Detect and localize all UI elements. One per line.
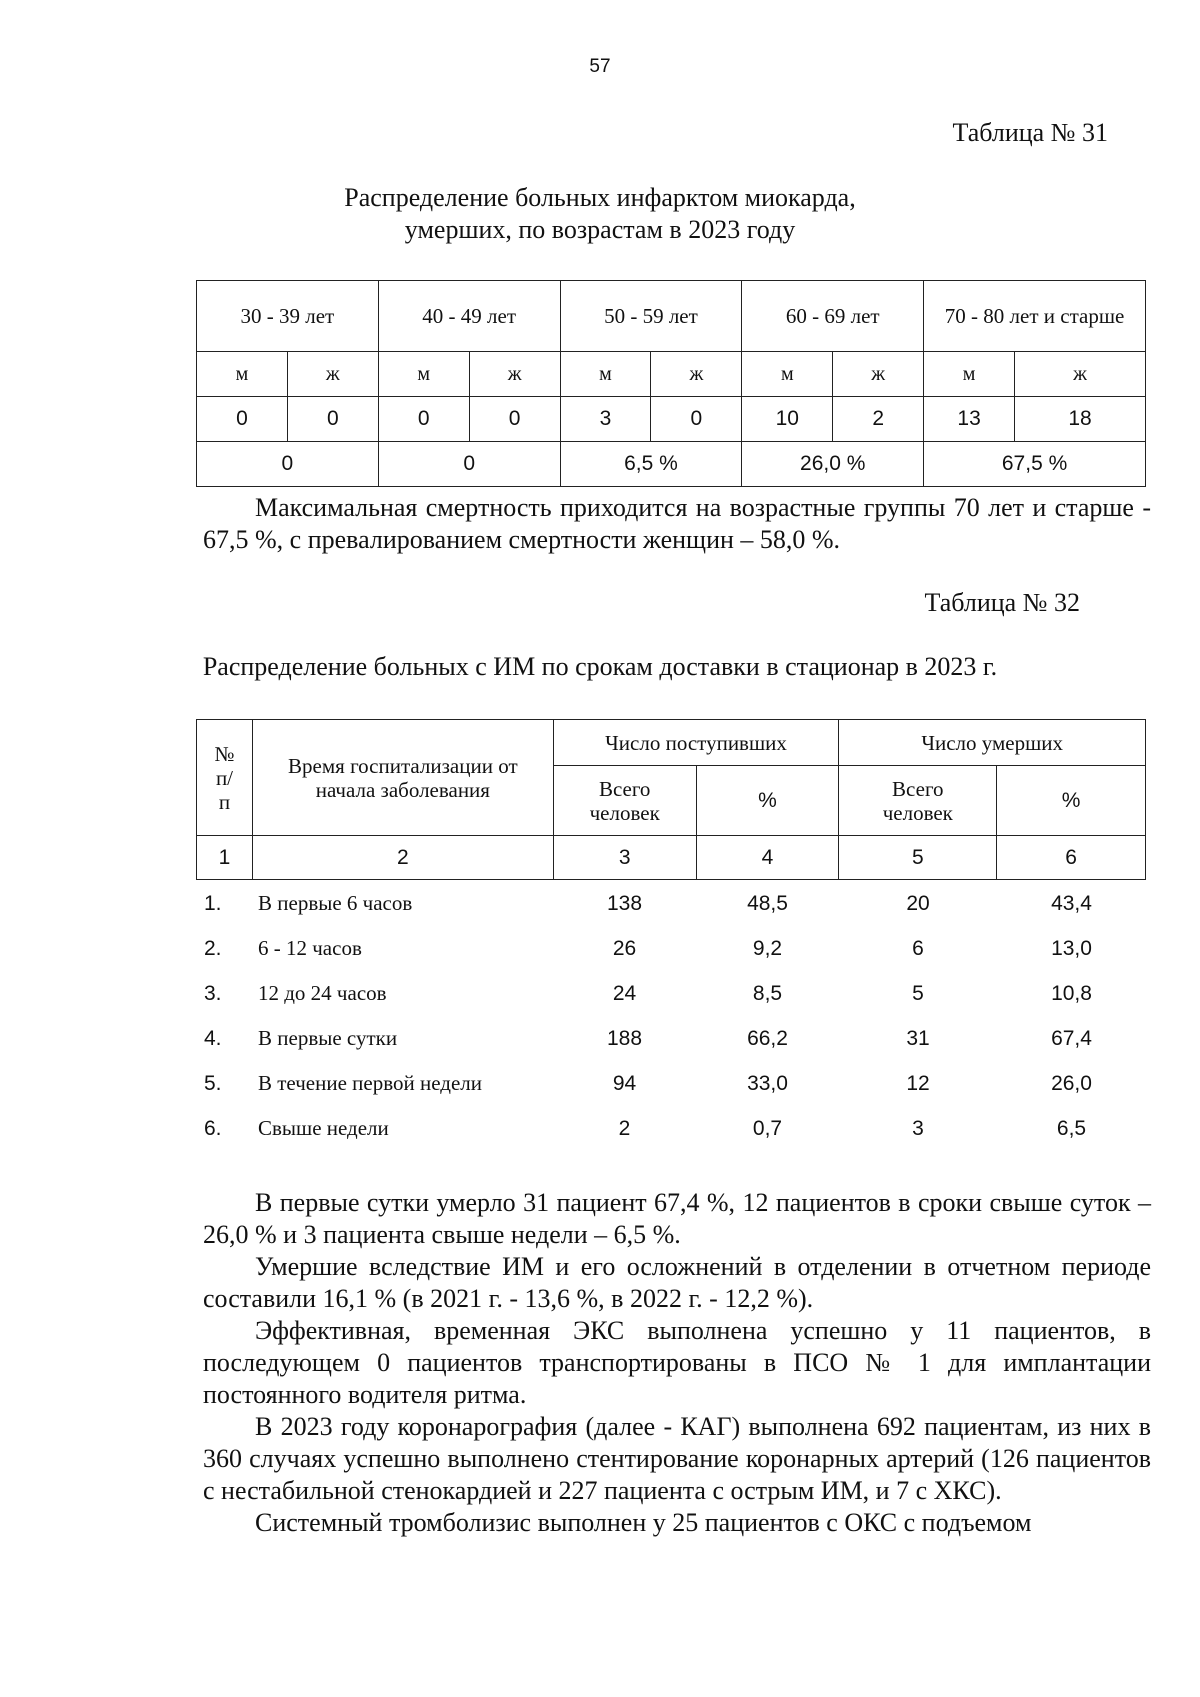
table-32-label: Таблица № 32 bbox=[924, 588, 1080, 617]
death-count: 10 bbox=[742, 397, 833, 442]
died-count: 20 bbox=[906, 891, 930, 915]
died-count: 5 bbox=[912, 981, 924, 1005]
admitted-percent: 0,7 bbox=[752, 1116, 783, 1140]
admitted-count: 2 bbox=[618, 1116, 631, 1140]
table-31-title-line1: Распределение больных инфарктом миокарда, bbox=[344, 183, 856, 212]
sex-label: м bbox=[742, 352, 833, 397]
header-died-percent: % bbox=[997, 766, 1146, 836]
age-group-header: 40 - 49 лет bbox=[378, 281, 560, 352]
age-group-header: 60 - 69 лет bbox=[742, 281, 924, 352]
table-row bbox=[196, 1016, 1146, 1061]
column-number: 5 bbox=[839, 836, 997, 880]
admitted-count: 94 bbox=[612, 1071, 637, 1095]
age-group-percent: 26,0 % bbox=[742, 442, 924, 487]
table-31-title bbox=[0, 182, 1200, 246]
death-count: 2 bbox=[833, 397, 924, 442]
death-count: 0 bbox=[651, 397, 742, 442]
sex-label: ж bbox=[469, 352, 560, 397]
row-number: 2. bbox=[204, 936, 222, 960]
table-row bbox=[196, 926, 1146, 971]
died-count: 12 bbox=[906, 1071, 930, 1095]
sex-label: м bbox=[560, 352, 651, 397]
header-admitted: Число поступивших bbox=[553, 720, 839, 766]
admitted-count: 138 bbox=[606, 891, 643, 915]
admitted-percent: 66,2 bbox=[747, 1026, 788, 1050]
died-percent: 6,5 bbox=[1056, 1116, 1087, 1140]
died-percent: 43,4 bbox=[1051, 891, 1092, 915]
age-group-percent: 0 bbox=[378, 442, 560, 487]
row-number: 5. bbox=[204, 1071, 222, 1095]
death-count: 18 bbox=[1015, 397, 1146, 442]
paragraph-pacing: Эффективная, временная ЭКС выполнена успешно у 11 пациентов, в последующем 0 пациентов транспортированы в ПСО № 1 для имплантации постоянного водителя ритма. bbox=[203, 1316, 1151, 1409]
row-label: Свыше недели bbox=[258, 1116, 389, 1140]
header-time: Время госпитализации от начала заболевания bbox=[252, 720, 553, 836]
sex-label: м bbox=[924, 352, 1015, 397]
header-admitted-percent: % bbox=[696, 766, 839, 836]
age-group-percent: 6,5 % bbox=[560, 442, 742, 487]
row-number: 3. bbox=[204, 981, 222, 1005]
table-row bbox=[196, 971, 1146, 1016]
sex-label: ж bbox=[1015, 352, 1146, 397]
table-32-body bbox=[196, 881, 1146, 1151]
sex-label: м bbox=[197, 352, 288, 397]
paragraph-angiography: В 2023 году коронарография (далее - КАГ) выполнена 692 пациентам, из них в 360 случаях успешно выполнено стентирование коронарных артерий (126 пациентов с нестабильной стенокардией и 227 пациента с острым ИМ, и 7 с ХКС). bbox=[203, 1412, 1151, 1505]
table-32-header bbox=[196, 719, 1146, 880]
paragraph-first-day: В первые сутки умерло 31 пациент 67,4 %, 12 пациентов в сроки свыше суток – 26,0 % и 3 пациента свыше недели – 6,5 %. bbox=[203, 1188, 1151, 1249]
died-percent: 13,0 bbox=[1051, 936, 1092, 960]
sex-label: ж bbox=[287, 352, 378, 397]
row-label: В первые сутки bbox=[258, 1026, 398, 1050]
admitted-count: 26 bbox=[612, 936, 637, 960]
header-admitted-total: Всего человек bbox=[553, 766, 696, 836]
table-31 bbox=[196, 280, 1146, 487]
row-label: В первые 6 часов bbox=[258, 891, 413, 915]
admitted-percent: 9,2 bbox=[752, 936, 783, 960]
died-percent: 67,4 bbox=[1051, 1026, 1092, 1050]
paragraph-max-mortality: Максимальная смертность приходится на возрастные группы 70 лет и старше - 67,5 %, с превалированием смертности женщин – 58,0 %. bbox=[203, 493, 1151, 554]
death-count: 3 bbox=[560, 397, 651, 442]
admitted-percent: 8,5 bbox=[752, 981, 783, 1005]
age-group-percent: 67,5 % bbox=[924, 442, 1146, 487]
column-number: 3 bbox=[553, 836, 696, 880]
table-31-label: Таблица № 31 bbox=[952, 118, 1108, 147]
death-count: 0 bbox=[197, 397, 288, 442]
header-died-total: Всего человек bbox=[839, 766, 997, 836]
paragraph-department-mortality: Умершие вследствие ИМ и его осложнений в отделении в отчетном периоде составили 16,1 % (в 2021 г. - 13,6 %, в 2022 г. - 12,2 %). bbox=[203, 1252, 1151, 1313]
age-group-header: 50 - 59 лет bbox=[560, 281, 742, 352]
row-number: 6. bbox=[204, 1116, 222, 1140]
death-count: 0 bbox=[378, 397, 469, 442]
table-row bbox=[196, 1061, 1146, 1106]
died-percent: 10,8 bbox=[1051, 981, 1092, 1005]
page-number: 57 bbox=[589, 56, 611, 77]
paragraph-thrombolysis: Системный тромболизис выполнен у 25 пациентов с ОКС с подъемом bbox=[255, 1508, 1032, 1537]
admitted-count: 24 bbox=[612, 981, 637, 1005]
sex-label: ж bbox=[833, 352, 924, 397]
sex-label: ж bbox=[651, 352, 742, 397]
table-row bbox=[196, 881, 1146, 926]
death-count: 13 bbox=[924, 397, 1015, 442]
body-text bbox=[203, 1187, 1151, 1539]
column-number: 4 bbox=[696, 836, 839, 880]
age-group-header: 30 - 39 лет bbox=[197, 281, 379, 352]
age-group-header: 70 - 80 лет и старше bbox=[924, 281, 1146, 352]
header-number: № п/п bbox=[197, 720, 253, 836]
sex-label: м bbox=[378, 352, 469, 397]
column-number: 6 bbox=[997, 836, 1146, 880]
row-label: 6 - 12 часов bbox=[258, 936, 362, 960]
header-died: Число умерших bbox=[839, 720, 1146, 766]
age-group-percent: 0 bbox=[197, 442, 379, 487]
death-count: 0 bbox=[287, 397, 378, 442]
row-number: 1. bbox=[204, 891, 222, 915]
row-label: 12 до 24 часов bbox=[258, 981, 387, 1005]
admitted-percent: 33,0 bbox=[747, 1071, 788, 1095]
row-number: 4. bbox=[204, 1026, 222, 1050]
died-count: 6 bbox=[912, 936, 924, 960]
admitted-count: 188 bbox=[606, 1026, 643, 1050]
died-count: 3 bbox=[912, 1116, 924, 1140]
died-percent: 26,0 bbox=[1051, 1071, 1092, 1095]
column-number: 1 bbox=[197, 836, 253, 880]
table-32-title: Распределение больных с ИМ по срокам доставки в стационар в 2023 г. bbox=[202, 652, 998, 681]
table-row bbox=[196, 1106, 1146, 1151]
row-label: В течение первой недели bbox=[258, 1071, 482, 1095]
table-31-title-line2: умерших, по возрастам в 2023 году bbox=[404, 215, 796, 244]
death-count: 0 bbox=[469, 397, 560, 442]
died-count: 31 bbox=[906, 1026, 930, 1050]
column-number: 2 bbox=[252, 836, 553, 880]
admitted-percent: 48,5 bbox=[747, 891, 788, 915]
